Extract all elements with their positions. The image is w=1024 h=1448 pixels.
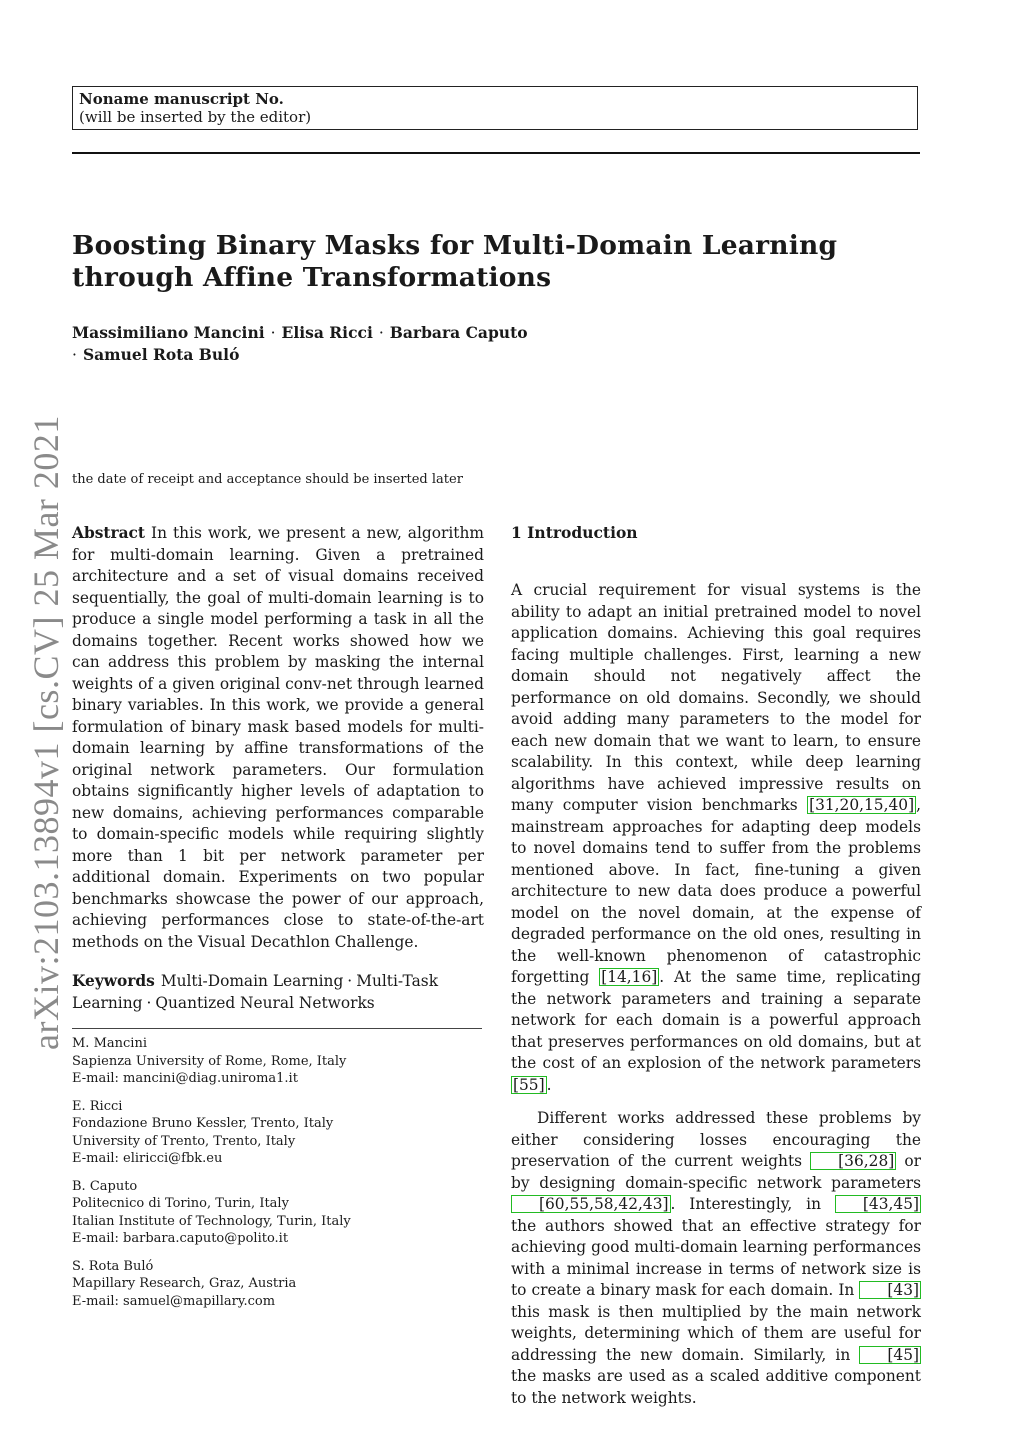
body-text: the masks are used as a scaled additive component to the network weights. <box>511 1367 921 1407</box>
affiliation-email: E-mail: mancini@diag.uniroma1.it <box>72 1071 298 1086</box>
affiliation-block <box>72 1035 484 1088</box>
body-paragraph <box>511 1108 921 1409</box>
author-name: Barbara Caputo <box>389 323 528 342</box>
body-text: . Interestingly, in <box>670 1195 835 1213</box>
keywords-label: Keywords <box>72 972 155 990</box>
citation-link[interactable]: [36,28] <box>810 1152 896 1170</box>
paper-title: Boosting Binary Masks for Multi-Domain Learning through Affine Transformations <box>72 230 838 293</box>
body-text: A crucial requirement for visual systems is the ability to adapt an initial pretrained model to novel application domains. Achieving this goal requires facing multiple challenges. First, learning a new domain should not negatively affect the performance on old domains. Secondly, we should avoid adding many parameters to the model for each new domain that we want to learn, to ensure scalability. In this context, while deep learning algorithms have achieved impressive results on many computer vision benchmarks <box>511 581 921 814</box>
footnote-rule <box>72 1028 482 1029</box>
arxiv-identifier-stamp: arXiv:2103.13894v1 [cs.CV] 25 Mar 2021 <box>26 415 66 1050</box>
keyword: Quantized Neural Networks <box>155 993 375 1012</box>
affiliation-line: Politecnico di Torino, Turin, Italy <box>72 1196 289 1211</box>
citation-link[interactable]: [55] <box>513 1075 545 1094</box>
citation-link[interactable]: [14,16] <box>601 968 658 986</box>
body-text: , mainstream approaches for adapting deep models to novel domains tend to suffer from the problems mentioned above. In fact, fine-tuning a given architecture to new data does produce a powerful model on the novel domain, at the expense of degraded performance on the old ones, resulting in the well-known phenomenon of catastrophic forgetting <box>511 796 921 986</box>
editor-note: (will be inserted by the editor) <box>79 108 312 126</box>
affiliation-email: E-mail: barbara.caputo@polito.it <box>72 1231 289 1246</box>
affiliation-email: E-mail: samuel@mapillary.com <box>72 1293 276 1309</box>
affiliation-line: Sapienza University of Rome, Rome, Italy <box>72 1053 347 1069</box>
keyword-separator: · <box>347 972 353 990</box>
abstract <box>72 523 484 953</box>
affiliation-block <box>72 1098 484 1168</box>
body-paragraph <box>511 580 921 1096</box>
affiliation-name: M. Mancini <box>72 1036 147 1051</box>
date-note: the date of receipt and acceptance should be inserted later <box>72 472 463 487</box>
body-text: . At the same time, replicating the network parameters and training a separate network for each domain is a powerful approach that preserves performances on old domains, but at the cost of an explosion of the network parameters <box>511 968 921 1072</box>
affiliation-line: Fondazione Bruno Kessler, Trento, Italy <box>72 1116 334 1131</box>
citation-link[interactable]: [43,45] <box>835 1195 921 1213</box>
keyword: Multi-Domain Learning <box>160 972 344 990</box>
affiliation-block <box>72 1178 484 1248</box>
body-text: or by designing domain-specific network parameters <box>511 1152 922 1192</box>
author-name: Massimiliano Mancini <box>72 323 265 342</box>
affiliation-line: University of Trento, Trento, Italy <box>72 1133 296 1149</box>
left-column <box>72 523 484 1320</box>
affiliation-line: Mapillary Research, Graz, Austria <box>72 1276 297 1291</box>
citation-link[interactable]: [45] <box>859 1346 921 1364</box>
body-text: the authors showed that an effective strategy for achieving good multi-domain learning performances with a minimal increase in terms of network size is to create a binary mask for each domain. In <box>511 1216 921 1299</box>
manuscript-number: Noname manuscript No. <box>79 90 284 108</box>
body-text: . <box>546 1075 552 1094</box>
author-list <box>72 322 592 366</box>
keywords <box>72 971 484 1014</box>
author-separator: · <box>270 324 276 342</box>
abstract-label: Abstract <box>72 524 146 542</box>
body-text: Different works addressed these problems by either considering losses encouraging the preservation of the current weights <box>511 1109 921 1170</box>
citation-link[interactable]: [60,55,58,42,43] <box>511 1195 671 1213</box>
affiliation-name: B. Caputo <box>72 1178 138 1194</box>
citation-link[interactable]: [43] <box>859 1281 921 1299</box>
right-column <box>511 523 921 1409</box>
affiliation-block <box>72 1258 484 1311</box>
affiliation-name: S. Rota Buló <box>72 1258 154 1274</box>
affiliations <box>72 1035 484 1310</box>
affiliation-line: Italian Institute of Technology, Turin, Italy <box>72 1213 351 1229</box>
citation-link[interactable]: [31,20,15,40] <box>809 796 915 814</box>
keyword-separator: · <box>146 993 152 1012</box>
body-text: this mask is then multiplied by the main network weights, determining which of them are useful for addressing the new domain. Similarly, in <box>511 1302 921 1364</box>
manuscript-header-box <box>72 86 918 130</box>
affiliation-email: E-mail: eliricci@fbk.eu <box>72 1151 223 1166</box>
abstract-text: In this work, we present a new, algorithm for multi-domain learning. Given a pretrained architecture and a set of visual domains received sequentially, the goal of multi-domain learning is to produce a single model performing a task in all the domains together. Recent works showed how we can address this problem by masking the internal weights of a given original conv-net through learned binary variables. In this work, we provide a general formulation of binary mask based models for multi-domain learning by affine transformations of the original network parameters. Our formulation obtains significantly higher levels of adaptation to new domains, achieving performances comparable to domain-specific models while requiring slightly more than 1 bit per network parameter per additional domain. Experiments on two popular benchmarks showcase the power of our approach, achieving performances close to state-of-the-art methods on the Visual Decathlon Challenge. <box>72 524 484 951</box>
author-name: Elisa Ricci <box>281 323 373 342</box>
author-separator: · <box>72 346 77 364</box>
keyword: Multi-Task Learning <box>72 972 439 1012</box>
affiliation-name: E. Ricci <box>72 1098 123 1114</box>
author-separator: · <box>378 324 384 342</box>
author-name: Samuel Rota Buló <box>82 345 240 364</box>
section-heading: 1 Introduction <box>511 523 638 542</box>
header-rule <box>72 152 920 154</box>
